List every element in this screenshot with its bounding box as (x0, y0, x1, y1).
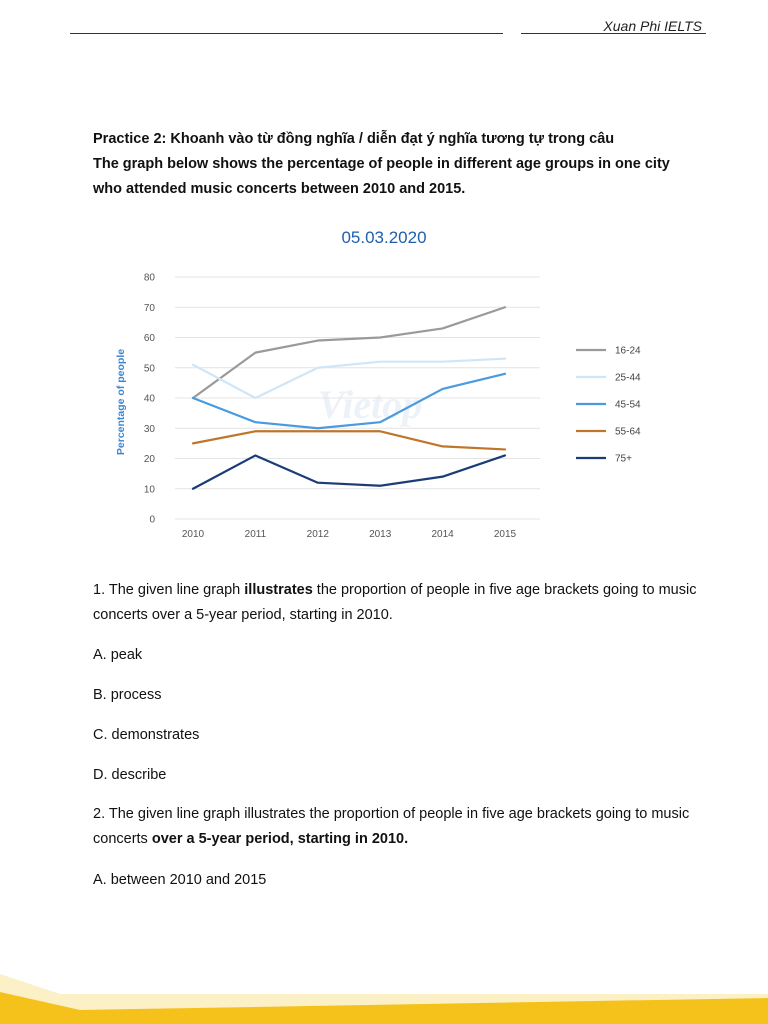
y-tick-label: 80 (143, 272, 155, 284)
question-2-option-a: A. between 2010 and 2015 (93, 872, 267, 888)
line-chart (100, 220, 700, 550)
header-brand: Xuan Phi IELTS (603, 18, 702, 34)
chart-x-ticks (182, 529, 517, 540)
question-1-option-c: C. demonstrates (93, 727, 200, 743)
legend-label: 16-24 (615, 345, 641, 357)
question-1-option-d: D. describe (93, 767, 167, 783)
chart-legend (576, 346, 641, 465)
y-tick-label: 40 (143, 393, 155, 405)
question-1-text-start: 1. The given line graph (93, 582, 245, 598)
practice-block (93, 127, 693, 202)
x-tick-label: 2013 (369, 529, 392, 540)
series-line-55-64 (193, 431, 505, 449)
question-2-text-start: 2. The given line graph illustrates the proportion of people in five age brackets going to music concerts (93, 806, 690, 847)
legend-label: 55-64 (615, 426, 641, 438)
footer-band (0, 954, 768, 1024)
y-tick-label: 50 (143, 363, 155, 375)
question-1-text-end: the proportion of people in five age brackets going to music concerts over a 5-year period, starting in 2010. (93, 582, 697, 623)
question-1-option-a: A. peak (93, 647, 143, 663)
x-tick-label: 2011 (244, 529, 267, 540)
practice-title: Practice 2: Khoanh vào từ đồng nghĩa / diễn đạt ý nghĩa tương tự trong câu (93, 131, 615, 147)
legend-label: 75+ (615, 453, 632, 465)
x-tick-label: 2012 (306, 529, 329, 540)
y-tick-label: 60 (143, 333, 155, 344)
chart-watermark: Vietop (317, 382, 423, 427)
y-tick-label: 0 (149, 514, 155, 526)
y-tick-label: 20 (143, 454, 155, 465)
x-tick-label: 2015 (493, 529, 517, 540)
y-tick-label: 10 (143, 484, 155, 496)
legend-label: 25-44 (615, 372, 641, 384)
header-rule (70, 33, 706, 34)
x-tick-label: 2010 (181, 529, 205, 540)
question-1 (93, 578, 703, 628)
header-rule-gap (503, 32, 521, 36)
chart-title: 05.03.2020 (341, 228, 427, 247)
y-tick-label: 70 (143, 302, 155, 314)
question-2-highlight: over a 5-year period, starting in 2010. (151, 831, 409, 847)
question-2 (93, 802, 703, 852)
x-tick-label: 2014 (431, 529, 454, 540)
question-1-highlight: illustrates (244, 582, 313, 598)
chart-svg (100, 220, 700, 550)
practice-description: The graph below shows the percentage of people in different age groups in one city who attended music concerts between 2010 and 2015. (93, 156, 670, 197)
legend-label: 45-54 (615, 399, 641, 411)
question-1-option-b: B. process (93, 687, 162, 703)
chart-ylabel: Percentage of people (115, 348, 127, 456)
series-line-75+ (193, 455, 505, 488)
chart-y-ticks (144, 273, 156, 526)
y-tick-label: 30 (143, 423, 155, 435)
